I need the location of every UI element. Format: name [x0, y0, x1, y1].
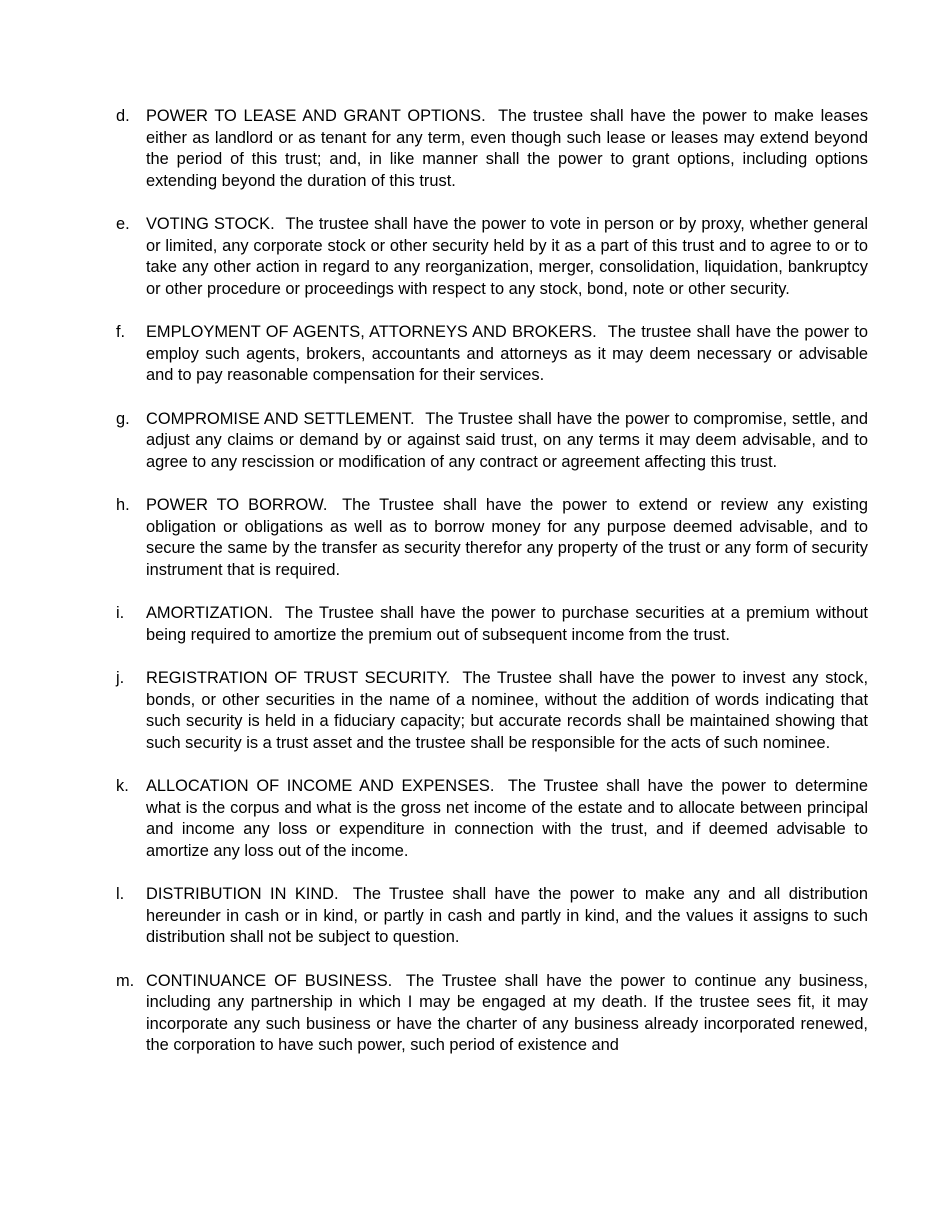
- clause-heading: CONTINUANCE OF BUSINESS.: [146, 971, 393, 990]
- clause-k-allocation-of-income: [116, 776, 868, 862]
- clause-heading: REGISTRATION OF TRUST SECURITY.: [146, 669, 450, 687]
- clause-letter: e.: [116, 215, 130, 233]
- clause-body: [146, 409, 868, 474]
- clause-text: The trustee shall have the power to employ such agents, brokers, accountants and attorneys as it may deem necessary or advisable and to pay reasonable compensation for their services.: [146, 323, 868, 384]
- clause-body: [146, 495, 868, 581]
- clause-letter: h.: [116, 496, 130, 514]
- clause-body: [146, 214, 868, 300]
- clause-body: [146, 668, 868, 754]
- clause-heading: POWER TO BORROW.: [146, 496, 328, 514]
- clause-letter: d.: [116, 107, 130, 125]
- clause-text: The Trustee shall have the power to purchase securities at a premium without being required to amortize the premium out of subsequent income from the trust.: [146, 604, 868, 644]
- clause-text: The Trustee shall have the power to determine what is the corpus and what is the gross net income of the estate and to allocate between principal and income any loss or expenditure in connection with the trust, and if deemed advisable to amortize any loss out of the income.: [146, 777, 868, 860]
- clause-text: The Trustee shall have the power to invest any stock, bonds, or other securities in the name of a nominee, without the addition of words indicating that such security is held in a fiduciary capacity; but accurate records shall be maintained showing that such security is a trust asset and the trustee shall be responsible for the acts of such nominee.: [146, 669, 869, 752]
- clause-body: [146, 776, 868, 862]
- clause-l-distribution-in-kind: [116, 884, 868, 949]
- clause-letter: j.: [116, 669, 125, 687]
- clause-body: [146, 322, 868, 387]
- clause-e-voting-stock: [116, 214, 868, 300]
- clause-heading: DISTRIBUTION IN KIND.: [146, 885, 339, 903]
- clause-text: The Trustee shall have the power to continue any business, including any partnership in which I may be engaged at my death. If the trustee sees fit, it may incorporate any such business or have the charter of any business already incorporated renewed, the corporation to have such power, such period of existence and: [146, 971, 868, 1054]
- clause-f-employment-of-agents: [116, 322, 868, 387]
- clause-heading: AMORTIZATION.: [146, 604, 273, 622]
- clause-heading: COMPROMISE AND SETTLEMENT.: [146, 409, 415, 428]
- clause-text: The Trustee shall have the power to extend or review any existing obligation or obligations as well as to borrow money for any purpose deemed advisable, and to secure the same by the transfer as security therefor any property of the trust or any form of security instrument that is required.: [146, 496, 869, 579]
- clause-heading: POWER TO LEASE AND GRANT OPTIONS.: [146, 107, 486, 125]
- clause-m-continuance-of-business: [116, 971, 868, 1057]
- clause-letter: f.: [116, 323, 126, 341]
- clause-body: [146, 971, 868, 1057]
- clause-body: [146, 884, 868, 949]
- clause-body: [146, 603, 868, 646]
- clause-text: The Trustee shall have the power to make any and all distribution hereunder in cash or in kind, or partly in cash and partly in kind, and the values it assigns to such distribution shall not be subject to question.: [146, 885, 868, 946]
- clause-letter: m.: [116, 971, 135, 990]
- clause-heading: ALLOCATION OF INCOME AND EXPENSES.: [146, 777, 495, 795]
- clause-text: The trustee shall have the power to vote in person or by proxy, whether general or limited, any corporate stock or other security held by it as a part of this trust and to agree to or to take any other action in regard to any reorganization, merger, consolidation, liquidation, bankruptcy or other procedure or proceedings with respect to any stock, bond, note or other security.: [146, 215, 868, 298]
- clause-text: The trustee shall have the power to make leases either as landlord or as tenant for any term, even though such lease or leases may extend beyond the period of this trust; and, in like manner shall the power to grant options, including options extending beyond the duration of this trust.: [146, 107, 869, 190]
- trustee-powers-list: [116, 106, 868, 1079]
- clause-letter: i.: [116, 604, 125, 622]
- clause-h-power-to-borrow: [116, 495, 868, 581]
- clause-letter: k.: [116, 777, 129, 795]
- clause-j-registration-of-trust-security: [116, 668, 868, 754]
- clause-body: [146, 106, 868, 192]
- clause-d-lease-and-options: [116, 106, 868, 192]
- clause-g-compromise-and-settlement: [116, 409, 868, 474]
- clause-heading: EMPLOYMENT OF AGENTS, ATTORNEYS AND BROKERS.: [146, 323, 597, 341]
- clause-heading: VOTING STOCK.: [146, 215, 275, 233]
- clause-letter: g.: [116, 409, 130, 428]
- clause-text: The Trustee shall have the power to compromise, settle, and adjust any claims or demand by or against said trust, on any terms it may deem advisable, and to agree to any rescission or modification of any contract or agreement affecting this trust.: [146, 409, 868, 471]
- clause-i-amortization: [116, 603, 868, 646]
- clause-letter: l.: [116, 885, 125, 903]
